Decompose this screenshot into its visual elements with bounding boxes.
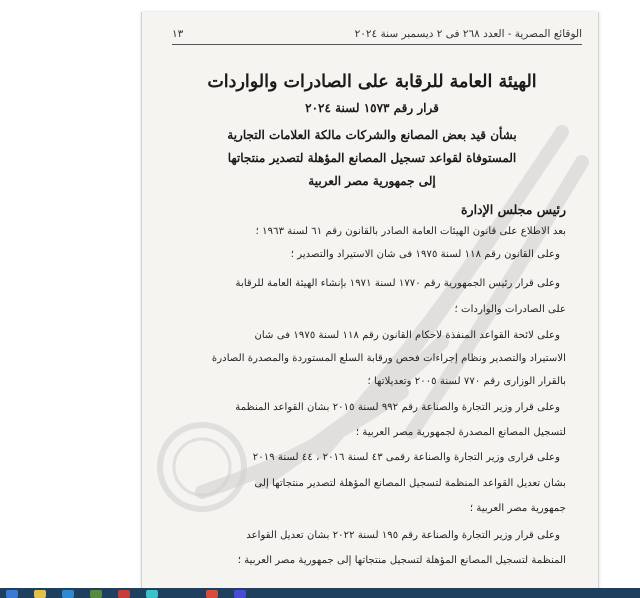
start-icon[interactable] [6, 590, 18, 598]
browser-icon[interactable] [62, 590, 74, 598]
subject-line-1: بشأن قيد بعض المصانع والشركات مالكة العلامات التجارية [227, 128, 517, 142]
body-line: وعلى قرار وزير التجارة والصناعة رقم ٩٩٢ لسنة ٢٠١٥ بشأن القواعد المنظمة [235, 402, 560, 413]
document-page [141, 12, 599, 588]
body-line: جمهورية مصر العربية ؛ [469, 503, 566, 514]
body-line: الاستيراد والتصدير ونظام إجراءات فحص ورقابة السلع المستوردة والمصدرة الصادرة [211, 353, 566, 364]
folder-icon[interactable] [34, 590, 46, 598]
subject-line-3: إلى جمهورية مصر العربية [308, 174, 436, 188]
header-publication: الوقائع المصرية - العدد ٢٦٨ فى ٢ ديسمبر سنة ٢٠٢٤ [354, 28, 582, 40]
page-header [172, 28, 582, 45]
body-line: وعلى قرار رئيس الجمهورية رقم ١٧٧٠ لسنة ١٩٧١ بإنشاء الهيئة العامة للرقابة [235, 278, 560, 289]
chairman-heading: رئيس مجلس الإدارة [461, 202, 566, 217]
body-line: بالقرار الوزارى رقم ٧٧٠ لسنة ٢٠٠٥ وتعديلاتها ؛ [367, 376, 566, 387]
body-line: وعلى قرارى وزير التجارة والصناعة رقمى ٤٣ لسنة ٢٠١٦ ، ٤٤ لسنة ٢٠١٩ [252, 452, 560, 463]
body-line: وعلى قرار وزير التجارة والصناعة رقم ١٩٥ لسنة ٢٠٢٢ بشأن تعديل القواعد [246, 530, 560, 541]
header-page-number: ١٣ [172, 28, 184, 40]
body-line: بشأن تعديل القواعد المنظمة لتسجيل المصانع المؤهلة لتصدير منتجاتها إلى [254, 478, 566, 489]
watermark-seal [142, 12, 598, 588]
subject-line-2: المستوفاة لقواعد تسجيل المصانع المؤهلة لتصدير منتجاتها [227, 151, 517, 165]
app-icon[interactable] [90, 590, 102, 598]
teams-icon[interactable] [234, 590, 246, 598]
body-line: على الصادرات والواردات ؛ [454, 304, 566, 315]
body-line: المنظمة لتسجيل المصانع المؤهلة لتسجيل منتجاتها إلى جمهورية مصر العربية ؛ [237, 555, 566, 566]
decree-number: قرار رقم ١٥٧٣ لسنة ٢٠٢٤ [305, 101, 439, 115]
body-line: وعلى لائحة القواعد المنفذة لأحكام القانون رقم ١١٨ لسنة ١٩٧٥ فى شأن [254, 330, 560, 341]
media-icon[interactable] [118, 590, 130, 598]
body-line: لتسجيل المصانع المصدرة لجمهورية مصر العربية ؛ [355, 427, 566, 438]
body-line: بعد الاطلاع على قانون الهيئات العامة الصادر بالقانون رقم ٦١ لسنة ١٩٦٣ ؛ [255, 226, 566, 237]
body-line: وعلى القانون رقم ١١٨ لسنة ١٩٧٥ فى شأن الاستيراد والتصدير ؛ [290, 249, 560, 260]
authority-title: الهيئة العامة للرقابة على الصادرات والواردات [207, 72, 537, 92]
store-icon[interactable] [146, 590, 158, 598]
chrome-icon[interactable] [206, 590, 218, 598]
